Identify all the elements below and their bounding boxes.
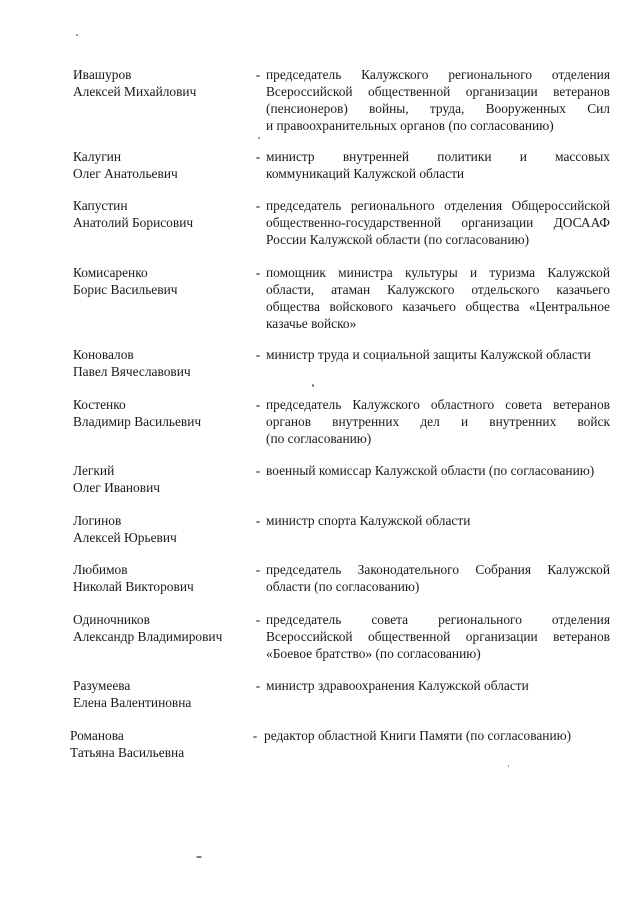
member-surname: Ивашуров xyxy=(73,67,132,82)
member-name xyxy=(73,561,253,595)
member-surname: Костенко xyxy=(73,397,126,412)
role-line: председатель совета регионального отделения xyxy=(266,612,610,627)
member-name xyxy=(73,512,253,546)
member-name xyxy=(73,148,253,182)
member-name xyxy=(73,264,253,298)
role-line: коммуникаций Калужской области xyxy=(266,166,465,181)
role-line: и правоохранительных органов (по согласованию) xyxy=(266,118,554,133)
member-role xyxy=(266,148,610,182)
entry-dash: - xyxy=(255,678,261,693)
member-role xyxy=(266,561,610,595)
member-role xyxy=(266,264,610,332)
member-given-name: Николай Викторович xyxy=(73,579,194,594)
member-surname: Любимов xyxy=(73,562,128,577)
member-given-name: Александр Владимирович xyxy=(73,629,223,644)
member-role xyxy=(266,346,610,363)
entry-dash: - xyxy=(255,67,261,82)
member-given-name: Борис Васильевич xyxy=(73,282,178,297)
member-name xyxy=(73,396,253,430)
entry-dash: - xyxy=(255,149,261,164)
member-name xyxy=(73,677,253,711)
entry-dash: - xyxy=(255,562,261,577)
member-role xyxy=(266,197,610,248)
member-role xyxy=(266,512,610,529)
member-name xyxy=(73,197,253,231)
member-name xyxy=(73,66,253,100)
member-name xyxy=(73,611,253,645)
role-line: министр внутренней политики и массовых xyxy=(266,149,610,164)
member-role xyxy=(266,462,610,479)
entry-dash: - xyxy=(255,198,261,213)
role-line: председатель Законодательного Собрания Калужской xyxy=(266,562,610,577)
member-surname: Калугин xyxy=(73,149,122,164)
role-line: председатель регионального отделения Общероссийской xyxy=(266,198,610,213)
entry-dash: - xyxy=(255,347,261,362)
member-given-name: Олег Иванович xyxy=(73,480,160,495)
entry-dash: - xyxy=(255,397,261,412)
role-line: председатель Калужского областного совета ветеранов xyxy=(266,397,610,412)
member-role xyxy=(266,611,610,662)
entry-dash: - xyxy=(255,265,261,280)
role-line: общества войскового казачьего общества «Центральное xyxy=(266,299,610,314)
role-line: Всероссийской общественной организации ветеранов xyxy=(266,629,610,644)
role-line: Всероссийской общественной организации ветеранов xyxy=(266,84,610,99)
role-line: органов внутренних дел и внутренних войск xyxy=(266,414,610,429)
role-line: министр здравоохранения Калужской области xyxy=(266,678,529,693)
member-role xyxy=(264,727,608,744)
member-surname: Коновалов xyxy=(73,347,134,362)
member-name xyxy=(73,346,253,380)
member-given-name: Анатолий Борисович xyxy=(73,215,194,230)
role-line: военный комиссар Калужской области (по согласованию) xyxy=(266,463,595,478)
role-line: области, атаман Калужского отдельского казачьего xyxy=(266,282,610,297)
entry-dash: - xyxy=(255,463,261,478)
member-surname: Капустин xyxy=(73,198,128,213)
scan-speck xyxy=(76,34,78,36)
role-line: министр спорта Калужской области xyxy=(266,513,471,528)
role-line: «Боевое братство» (по согласованию) xyxy=(266,646,481,661)
member-role xyxy=(266,396,610,447)
member-given-name: Елена Валентиновна xyxy=(73,695,192,710)
role-line: председатель Калужского регионального отделения xyxy=(266,67,610,82)
member-surname: Легкий xyxy=(73,463,115,478)
member-given-name: Павел Вячеславович xyxy=(73,364,191,379)
member-role xyxy=(266,66,610,134)
role-line: общественно-государственной организации ДОСААФ xyxy=(266,215,610,230)
member-name xyxy=(70,727,250,761)
role-line: редактор областной Книги Памяти (по согласованию) xyxy=(264,728,572,743)
member-given-name: Алексей Юрьевич xyxy=(73,530,177,545)
role-line: области (по согласованию) xyxy=(266,579,420,594)
scan-speck xyxy=(258,137,260,139)
role-line: России Калужской области (по согласованию) xyxy=(266,232,530,247)
entry-dash: - xyxy=(255,513,261,528)
member-given-name: Олег Анатольевич xyxy=(73,166,178,181)
role-line: помощник министра культуры и туризма Калужской xyxy=(266,265,610,280)
member-surname: Одиночников xyxy=(73,612,150,627)
member-given-name: Алексей Михайлович xyxy=(73,84,197,99)
role-line: казачье войско» xyxy=(266,316,357,331)
scan-speck xyxy=(196,856,202,858)
role-line: (по согласованию) xyxy=(266,431,372,446)
member-given-name: Татьяна Васильевна xyxy=(70,745,185,760)
member-name xyxy=(73,462,253,496)
scan-speck xyxy=(508,765,509,767)
scan-speck xyxy=(312,384,314,387)
member-surname: Логинов xyxy=(73,513,122,528)
role-line: министр труда и социальной защиты Калужской области xyxy=(266,347,591,362)
member-role xyxy=(266,677,610,694)
member-given-name: Владимир Васильевич xyxy=(73,414,202,429)
entry-dash: - xyxy=(255,612,261,627)
entry-dash: - xyxy=(252,728,258,743)
member-surname: Разумеева xyxy=(73,678,131,693)
member-surname: Романова xyxy=(70,728,124,743)
role-line: (пенсионеров) войны, труда, Вооруженных Сил xyxy=(266,101,610,116)
member-surname: Комисаренко xyxy=(73,265,148,280)
